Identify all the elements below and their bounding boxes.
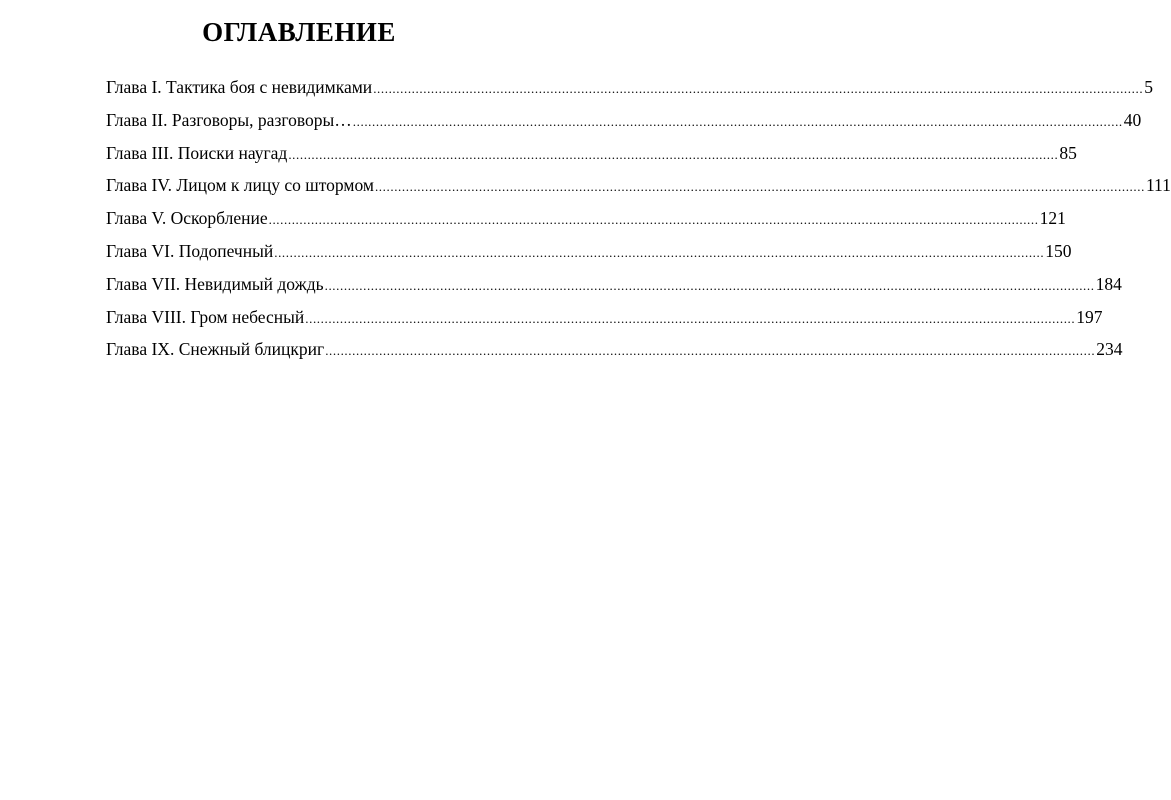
- toc-entry-page: 5: [1144, 77, 1153, 97]
- toc-entry-page: 184: [1095, 273, 1122, 294]
- toc-entry-label: Глава V. Оскорбление: [106, 208, 268, 229]
- toc-entry-page: 85: [1059, 142, 1077, 163]
- toc-entry-page: 111: [1145, 175, 1171, 196]
- table-of-contents: [106, 74, 1171, 369]
- toc-entry-label: Глава I. Тактика боя с невидимками: [106, 77, 373, 97]
- toc-entry: [106, 172, 1171, 205]
- toc-entry-label: Глава VIII. Гром небесный: [106, 306, 305, 327]
- toc-entry: [106, 140, 1077, 173]
- dot-leader: ........................................................................................................................................................................................................: [324, 277, 1095, 293]
- dot-leader: ........................................................................................................................................................................................................: [274, 244, 1045, 260]
- toc-entry: [106, 238, 1072, 271]
- dot-leader: ........................................................................................................................................................................................................: [352, 113, 1123, 129]
- toc-entry: [106, 74, 1153, 107]
- toc-entry: [106, 336, 1123, 369]
- dot-leader: ........................................................................................................................................................................................................: [288, 146, 1059, 162]
- toc-entry-label: Глава VI. Подопечный: [106, 240, 274, 261]
- toc-entry-page: 150: [1045, 240, 1072, 261]
- page-title: ОГЛАВЛЕНИЕ: [202, 17, 396, 47]
- dot-leader: ........................................................................................................................................................................................................: [374, 179, 1145, 195]
- dot-leader: ........................................................................................................................................................................................................: [373, 81, 1144, 96]
- toc-entry: [106, 107, 1142, 140]
- toc-entry-page: 197: [1076, 306, 1103, 327]
- toc-entry-label: Глава VII. Невидимый дождь: [106, 273, 324, 294]
- toc-entry-label: Глава III. Поиски наугад: [106, 142, 288, 163]
- toc-entry-page: 40: [1123, 109, 1142, 130]
- toc-entry: [106, 304, 1103, 337]
- toc-entry: [106, 205, 1066, 238]
- dot-leader: ........................................................................................................................................................................................................: [305, 310, 1076, 326]
- toc-entry-label: Глава II. Разговоры, разговоры…: [106, 109, 352, 130]
- toc-entry-page: 234: [1096, 339, 1123, 360]
- toc-entry-page: 121: [1039, 208, 1066, 229]
- toc-entry: [106, 271, 1122, 304]
- dot-leader: ........................................................................................................................................................................................................: [325, 343, 1096, 359]
- toc-entry-label: Глава IV. Лицом к лицу со штормом: [106, 175, 374, 196]
- toc-entry-label: Глава IX. Снежный блицкриг: [106, 339, 325, 360]
- dot-leader: ........................................................................................................................................................................................................: [268, 212, 1039, 228]
